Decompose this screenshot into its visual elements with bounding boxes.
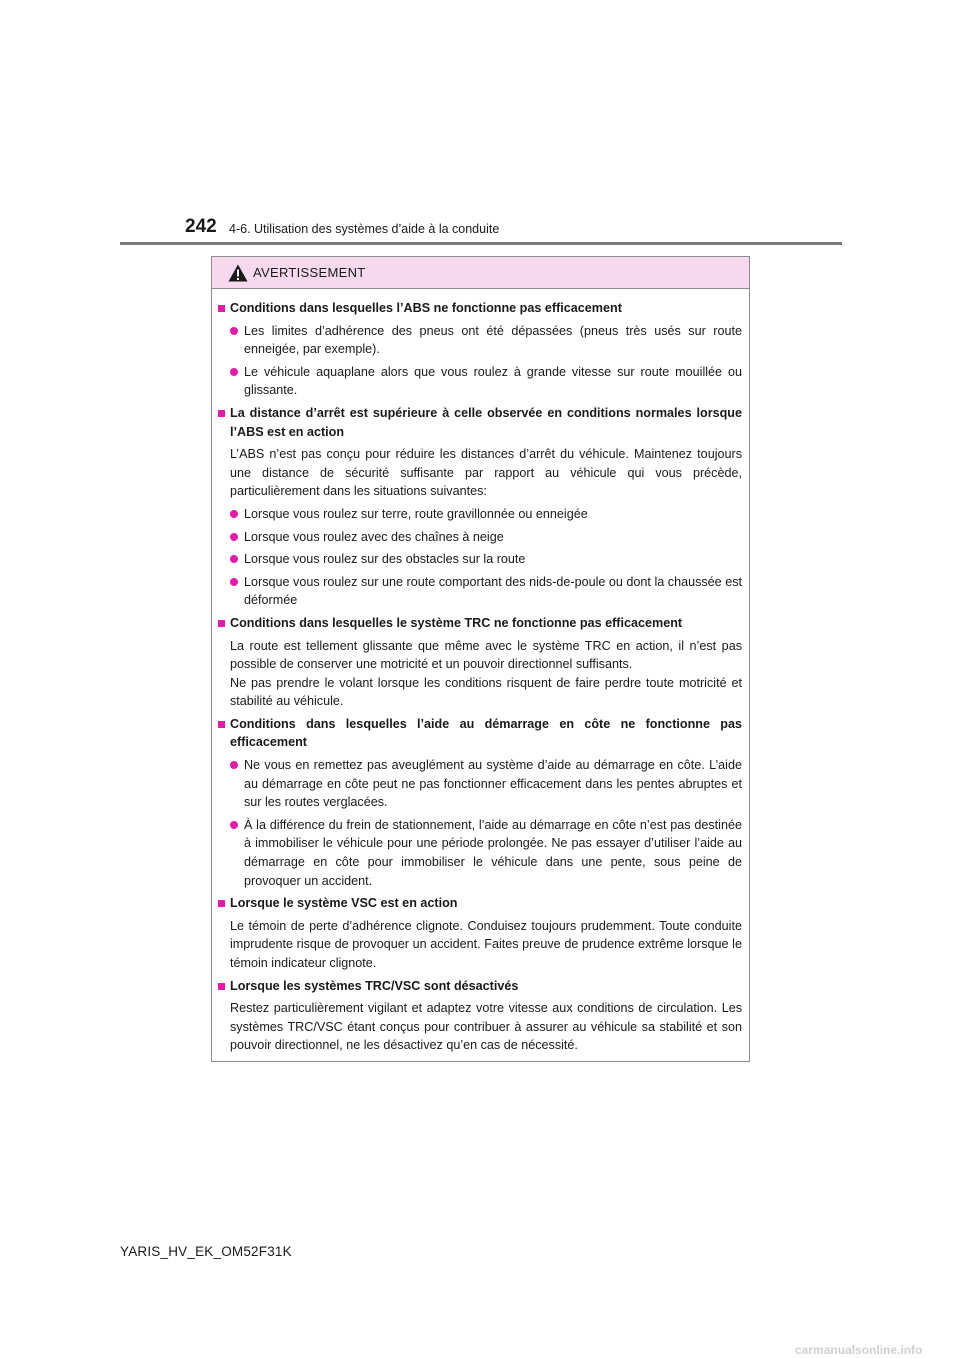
section-heading-text: Conditions dans lesquelles le système TRC ne fonctionne pas efficacement <box>230 615 683 630</box>
page-number: 242 <box>185 216 217 237</box>
dot-bullet-icon <box>230 327 238 335</box>
bullet-item <box>230 756 742 812</box>
paragraph: Ne pas prendre le volant lorsque les conditions risquent de faire perdre toute motricité et stabilité au véhicule. <box>230 675 742 709</box>
header-divider <box>120 242 842 245</box>
section-title: 4-6. Utilisation des systèmes d’aide à la conduite <box>229 222 500 236</box>
bullet-item <box>230 322 742 359</box>
section-heading <box>218 299 742 318</box>
warning-title: AVERTISSEMENT <box>253 265 366 280</box>
section-heading-text: Lorsque le système VSC est en action <box>230 896 458 911</box>
bullet-item <box>230 573 742 610</box>
square-bullet-icon <box>218 983 225 990</box>
warning-header <box>212 257 749 289</box>
square-bullet-icon <box>218 900 225 907</box>
paragraph: La route est tellement glissante que même avec le système TRC en action, il n’est pas possible de conserver une motricité et un pouvoir directionnel suffisants. <box>230 638 742 672</box>
dot-bullet-icon <box>230 555 238 563</box>
paragraph: Le témoin de perte d’adhérence clignote. Conduisez toujours prudemment. Toute conduite imprudente risque de provoquer un accident. Faites preuve de prudence extrême lorsque le témoin indicateur clignote. <box>230 918 742 970</box>
bullet-text: Ne vous en remettez pas aveuglément au système d’aide au démarrage en côte. L’aide au démarrage en côte peut ne pas fonctionner efficacement dans les pentes abruptes et sur les routes verglacées. <box>244 758 742 810</box>
bullet-item <box>230 550 742 569</box>
bullet-text: Lorsque vous roulez sur terre, route gravillonnée ou enneigée <box>244 506 588 521</box>
square-bullet-icon <box>218 721 225 728</box>
section-heading-text: Conditions dans lesquelles l’aide au démarrage en côte ne fonctionne pas efficacement <box>230 716 742 750</box>
section-heading <box>218 404 742 441</box>
dot-bullet-icon <box>230 533 238 541</box>
section-heading <box>218 977 742 996</box>
bullet-text: Les limites d’adhérence des pneus ont été dépassées (pneus très usés sur route enneigée, par exemple). <box>244 323 742 357</box>
warning-body <box>212 289 749 1055</box>
section-heading-text: La distance d’arrêt est supérieure à celle observée en conditions normales lorsque l’ABS est en action <box>230 405 742 439</box>
warning-triangle-icon <box>228 264 248 282</box>
paragraph: L’ABS n’est pas conçu pour réduire les distances d’arrêt du véhicule. Maintenez toujours une distance de sécurité suffisante par rapport au véhicule qui vous précède, particulièrement dans les situations suivantes: <box>230 447 742 499</box>
section-heading-text: Lorsque les systèmes TRC/VSC sont désactivés <box>230 978 519 993</box>
document-code: YARIS_HV_EK_OM52F31K <box>120 1244 292 1259</box>
dot-bullet-icon <box>230 578 238 586</box>
section-heading <box>218 614 742 633</box>
square-bullet-icon <box>218 410 225 417</box>
bullet-item <box>230 816 742 890</box>
bullet-item <box>230 505 742 524</box>
bullet-item <box>230 528 742 547</box>
dot-bullet-icon <box>230 821 238 829</box>
bullet-text: Lorsque vous roulez sur une route comportant des nids-de-poule ou dont la chaussée est déformée <box>244 574 742 608</box>
watermark: carmanualsonline.info <box>795 1343 923 1357</box>
bullet-text: Le véhicule aquaplane alors que vous roulez à grande vitesse sur route mouillée ou glissante. <box>244 364 742 398</box>
section-heading <box>218 894 742 913</box>
bullet-text: Lorsque vous roulez avec des chaînes à neige <box>244 529 504 544</box>
square-bullet-icon <box>218 620 225 627</box>
warning-box <box>211 256 750 1062</box>
paragraph: Restez particulièrement vigilant et adaptez votre vitesse aux conditions de circulation. Les systèmes TRC/VSC étant conçus pour contribuer à assurer au véhicule sa stabilité et son pouvoir directionnel, ne les désactivez qu’en cas de nécessité. <box>230 1001 742 1053</box>
bullet-item <box>230 363 742 400</box>
square-bullet-icon <box>218 305 225 312</box>
bullet-text: À la différence du frein de stationnement, l’aide au démarrage en côte n’est pas destinée à immobiliser le véhicule pour une période prolongée. Ne pas essayer d’utiliser l’aide au démarrage en côte pour immobiliser le véhicule dans une pente, sous peine de provoquer un accident. <box>244 817 742 888</box>
section-heading <box>218 715 742 752</box>
bullet-text: Lorsque vous roulez sur des obstacles sur la route <box>244 552 526 567</box>
section-heading-text: Conditions dans lesquelles l’ABS ne fonctionne pas efficacement <box>230 301 622 315</box>
dot-bullet-icon <box>230 368 238 376</box>
dot-bullet-icon <box>230 761 238 769</box>
dot-bullet-icon <box>230 510 238 518</box>
